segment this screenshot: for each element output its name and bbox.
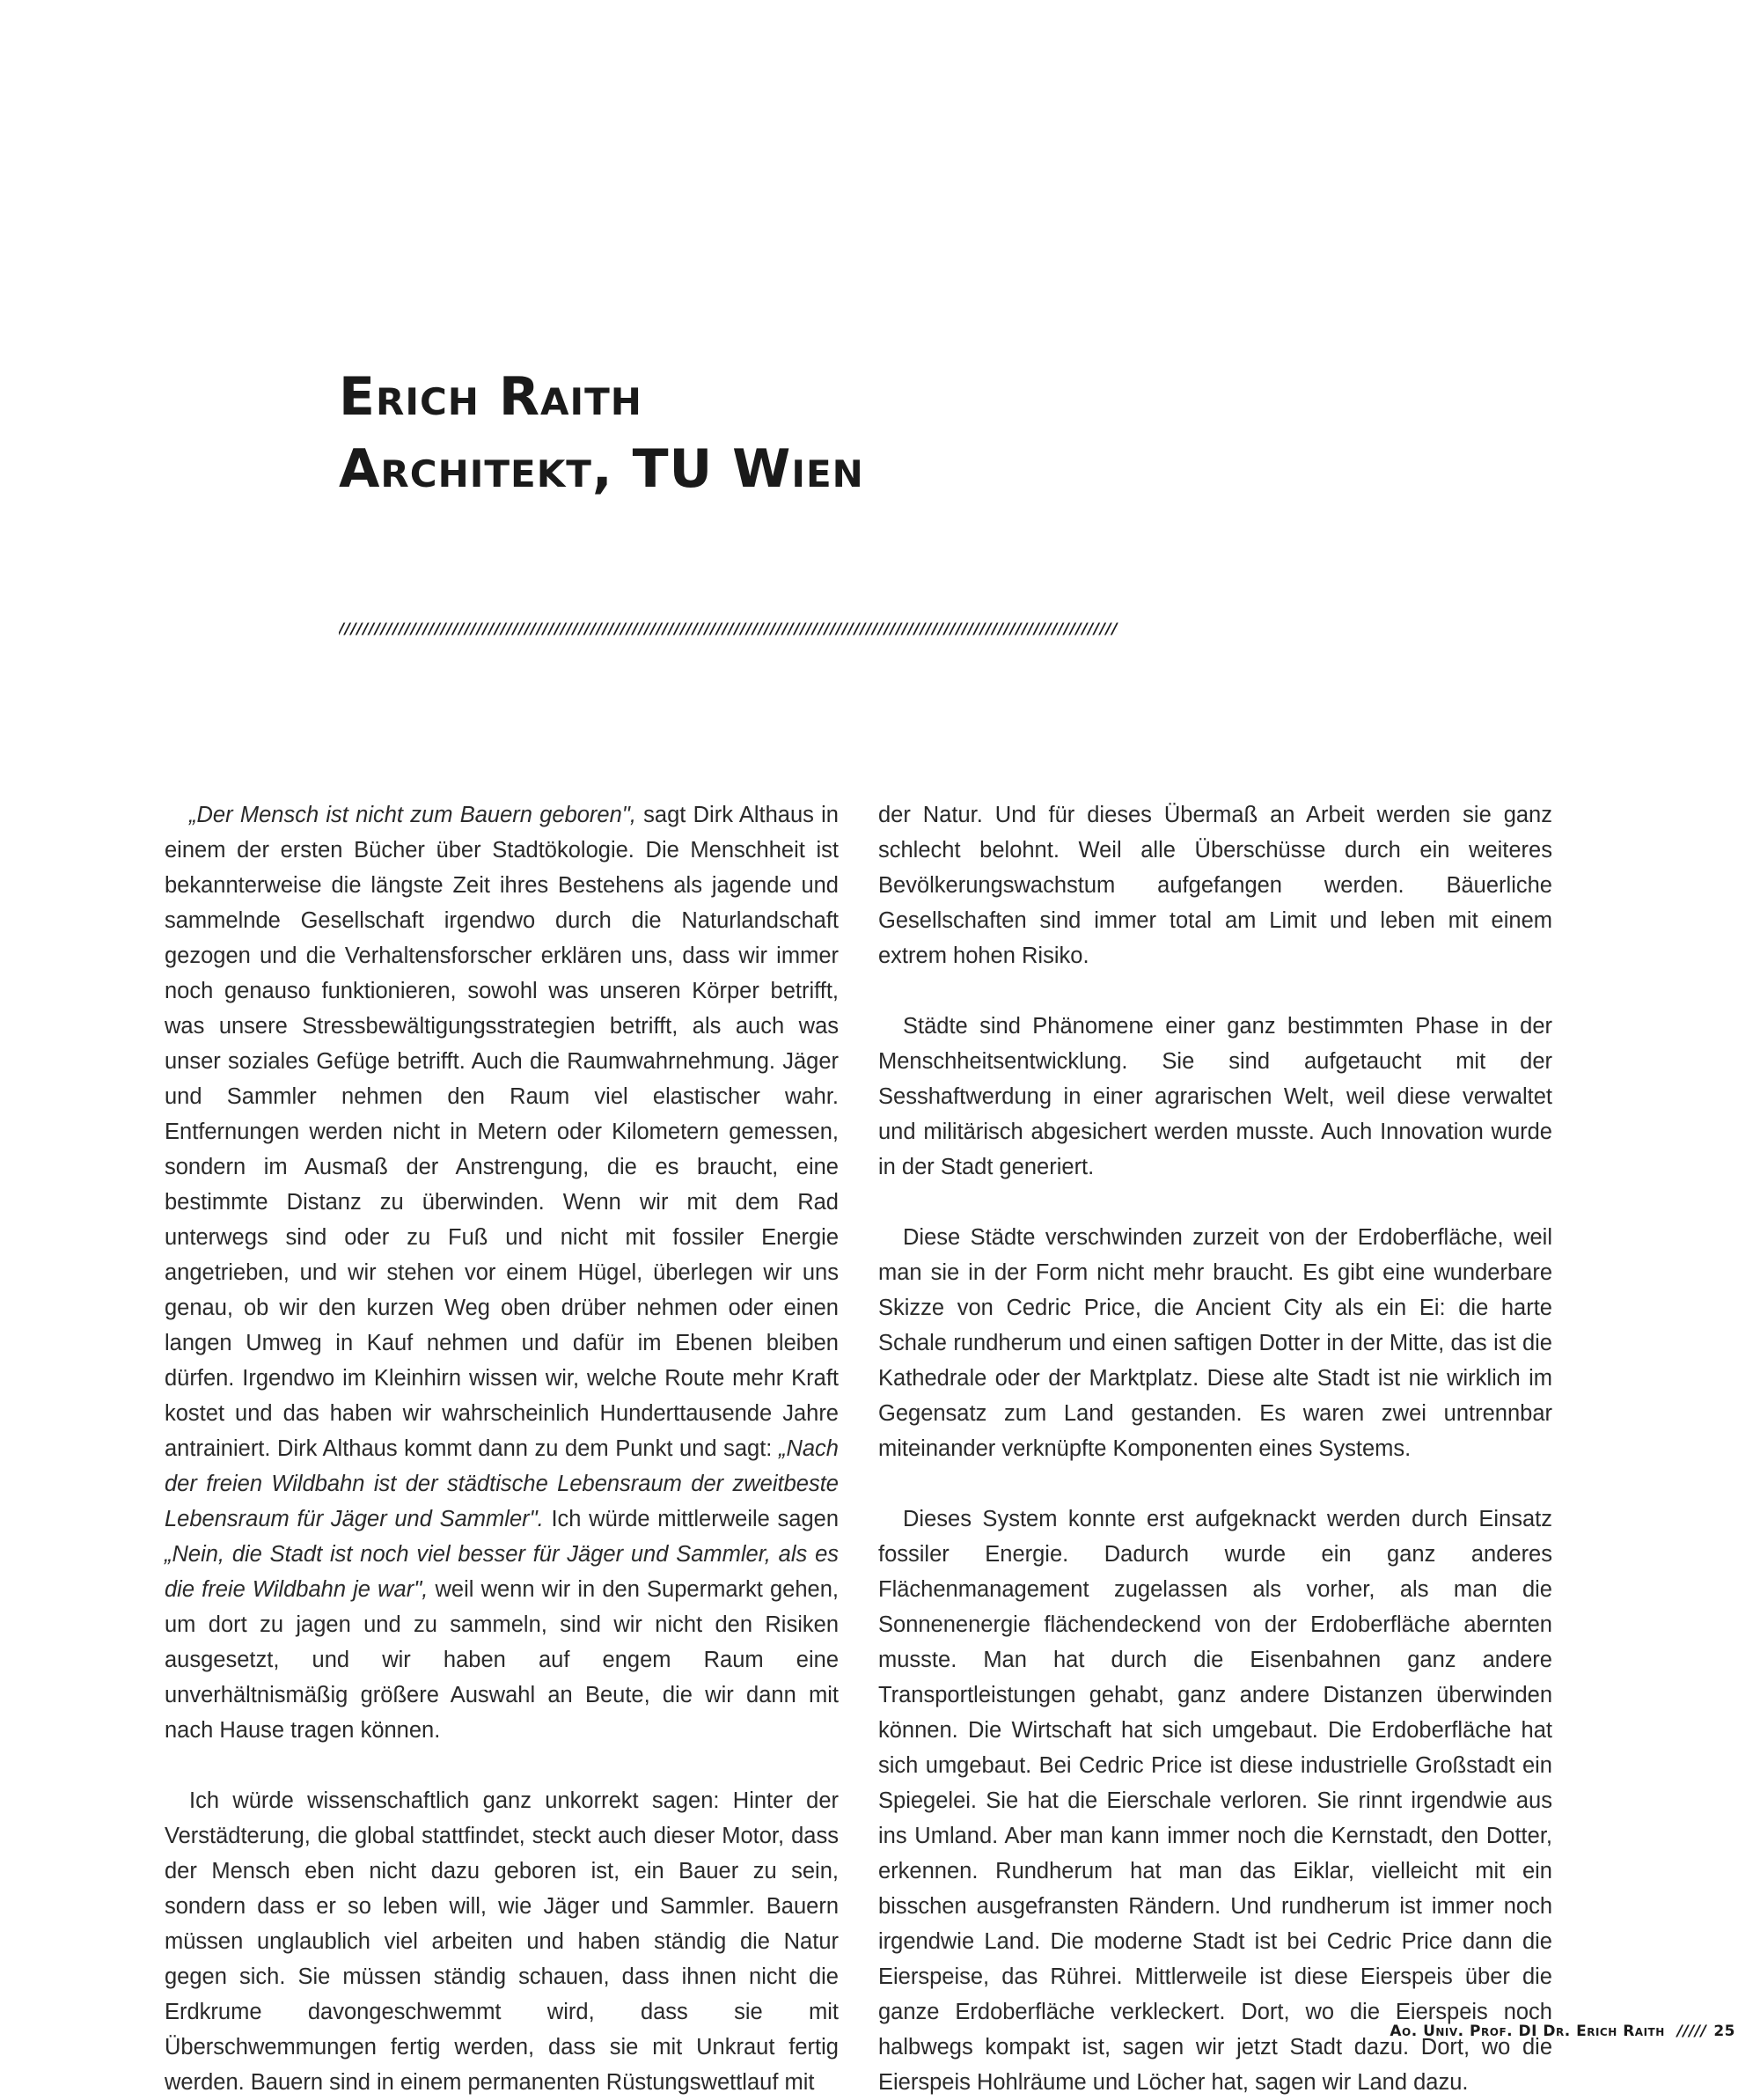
quote: „Der Mensch ist nicht zum Bauern geboren", [189, 803, 636, 827]
author-role: Architekt, TU Wien [339, 438, 864, 500]
quote: „Nach der freien Wildbahn ist der städtische Lebensraum der zweitbeste Lebensraum für Jäger und Sammler". [165, 1436, 839, 1531]
paragraph: Dieses System konnte erst aufgeknackt werden durch Einsatz fossiler Energie. Dadurch wurde ein ganz anderes Flächenmanagement zugelassen als vorher, als man die Sonnenenergie flächendeckend von der Erdoberfläche abernten musste. Man hat durch die Eisenbahnen ganz andere Transportleistungen gehabt, ganz andere Distanzen überwinden können. Die Wirtschaft hat sich umgebaut. Die Erdoberfläche hat sich umgebaut. Bei Cedric Price ist diese industrielle Großstadt ein Spiegelei. Sie hat die Eierschale verloren. Sie rinnt irgendwie aus ins Umland. Aber man kann immer noch die Kernstadt, den Dotter, erkennen. Rundherum hat man das Eiklar, vielleicht mit ein bisschen ausgefransten Rändern. Und rundherum ist immer noch irgendwie Land. Die moderne Stadt ist bei Cedric Price dann die Eierspeise, das Rührei. Mittlerweile ist diese Eierspeis über die ganze Erdoberfläche verkleckert. Dort, wo die Eierspeis noch halbwegs kompakt ist, sagen wir jetzt Stadt dazu. Dort, wo die Eierspeis Hohlräume und Löcher hat, sagen wir Land dazu. [878, 1507, 1552, 2095]
page-footer [1390, 2023, 1735, 2040]
paragraph: Städte sind Phänomene einer ganz bestimmten Phase in der Menschheitsentwicklung. Sie sind aufgetaucht mit der Sesshaftwerdung in einer agrarischen Welt, weil diese verwaltet und militärisch abgesichert werden musste. Auch Innovation wurde in der Stadt generiert. [878, 1014, 1552, 1179]
body-text: weil wenn wir in den Supermarkt gehen, um dort zu jagen und zu sammeln, sind wir nicht den Risiken ausgesetzt, und wir haben auf engem Raum eine unverhältnismäßig größere Auswahl an Beute, die wir dann mit nach Hause tragen können. [165, 1577, 839, 1743]
paragraph: Diese Städte verschwinden zurzeit von der Erdoberfläche, weil man sie in der Form nicht mehr braucht. Es gibt eine wunderbare Skizze von Cedric Price, die Ancient City als ein Ei: die harte Schale rundherum und einen saftigen Dotter in der Mitte, das ist die Kathedrale oder der Marktplatz. Diese alte Stadt ist nie wirklich im Gegensatz zum Land gestanden. Es waren zwei untrennbar miteinander verknüpfte Komponenten eines Systems. [878, 1225, 1552, 1461]
page-number: 25 [1713, 2023, 1735, 2040]
text-column-left [165, 797, 839, 2100]
quote: „Nein, die Stadt ist noch viel besser für Jäger und Sammler, als es die freie Wildbahn je war", [165, 1542, 839, 1602]
body-text: sagt Dirk Althaus in einem der ersten Bücher über Stadtökologie. Die Menschheit ist bekannterweise die längste Zeit ihres Bestehens als jagende und sammelnde Gesellschaft irgendwo durch die Naturlandschaft gezogen und die Verhaltensforscher erklären uns, dass wir immer noch genauso funktionieren, sowohl was unseren Körper betrifft, was unsere Stressbewältigungsstrategien betrifft, als auch was unser soziales Gefüge betrifft. Auch die Raumwahrnehmung. Jäger und Sammler nehmen den Raum viel elastischer wahr. Entfernungen werden nicht in Metern oder Kilometern gemessen, sondern im Ausmaß der Anstrengung, die es braucht, eine bestimmte Distanz zu überwinden. Wenn wir mit dem Rad unterwegs sind oder zu Fuß und nicht mit fossiler Energie angetrieben, und wir stehen vor einem Hügel, überlegen wir uns genau, ob wir den kurzen Weg oben drüber nehmen oder einen langen Umweg in Kauf nehmen und dafür im Ebenen bleiben dürfen. Irgendwo im Kleinhirn wissen wir, welche Route mehr Kraft kostet und das haben wir wahrscheinlich Hunderttausende Jahre antrainiert. Dirk Althaus kommt dann zu dem Punkt und sagt: [165, 803, 839, 1461]
body-text: Ich würde mittlerweile sagen [543, 1507, 839, 1531]
paragraph [165, 797, 839, 1748]
footer-separator: ///// [1676, 2023, 1707, 2040]
article-title [339, 361, 864, 505]
paragraph: Ich würde wissenschaftlich ganz unkorrekt sagen: Hinter der Verstädterung, die global stattfindet, steckt auch dieser Motor, dass der Mensch eben nicht dazu geboren ist, ein Bauer zu sein, sondern dass er so leben will, wie Jäger und Sammler. Bauern müssen unglaublich viel arbeiten und haben ständig die Natur gegen sich. Sie müssen ständig schauen, dass ihnen nicht die Erdkrume davongeschwemmt wird, dass sie mit Überschwemmungen fertig werden, dass sie mit Unkraut fertig werden. Bauern sind in einem permanenten Rüstungswettlauf mit [165, 1788, 839, 2095]
author-name: Erich Raith [339, 366, 642, 428]
slash-divider: ////////////////////////////////////////////////////////////////////////////////////////////////////////////////////////////////// [339, 620, 1118, 638]
paragraph: der Natur. Und für dieses Übermaß an Arbeit werden sie ganz schlecht belohnt. Weil alle Überschüsse durch ein weiteres Bevölkerungswachstum aufgefangen werden. Bäuerliche Gesellschaften sind immer total am Limit und leben mit einem extrem hohen Risiko. [878, 803, 1552, 968]
text-column-right [878, 797, 1552, 2100]
footer-author: Ao. Univ. Prof. DI Dr. Erich Raith [1390, 2023, 1665, 2040]
